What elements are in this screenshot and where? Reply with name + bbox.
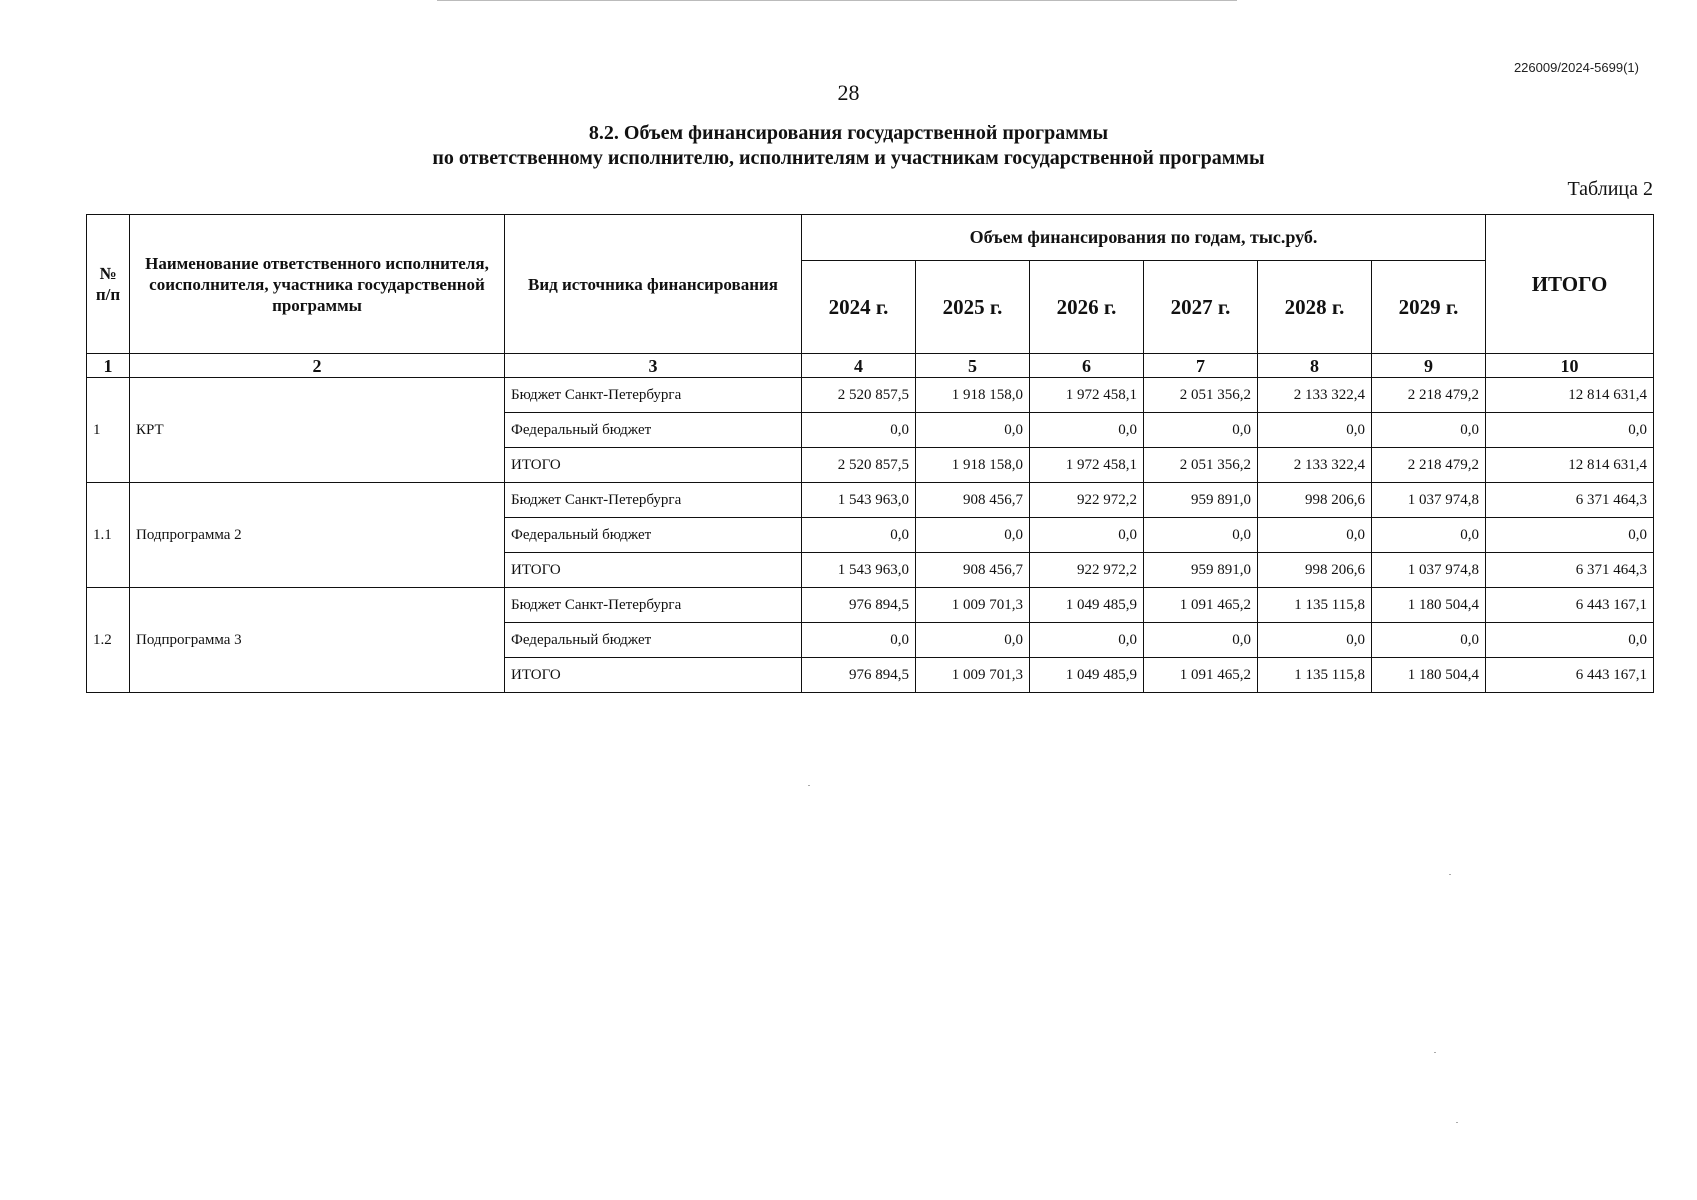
header-num: № п/п [87, 215, 130, 354]
table-row [87, 378, 1654, 413]
scan-speck [808, 785, 810, 786]
scan-top-edge [437, 0, 1237, 1]
year-value: 0,0 [1030, 623, 1144, 658]
column-number: 2 [130, 354, 505, 378]
section-title [0, 121, 1697, 171]
table-row [87, 483, 1654, 518]
row-total: 6 443 167,1 [1486, 658, 1654, 693]
year-value: 2 133 322,4 [1258, 378, 1372, 413]
title-line-1: 8.2. Объем финансирования государственной программы [588, 122, 1109, 144]
row-total: 0,0 [1486, 623, 1654, 658]
column-number: 8 [1258, 354, 1372, 378]
scan-speck [1456, 1122, 1458, 1123]
year-value: 908 456,7 [916, 483, 1030, 518]
year-value: 0,0 [1144, 413, 1258, 448]
year-value: 0,0 [1258, 413, 1372, 448]
page-number: 28 [837, 80, 860, 105]
year-value: 1 135 115,8 [1258, 658, 1372, 693]
header-year: 2029 г. [1372, 261, 1486, 354]
row-total: 12 814 631,4 [1486, 448, 1654, 483]
column-number: 10 [1486, 354, 1654, 378]
funding-source: Бюджет Санкт-Петербурга [505, 378, 802, 413]
year-value: 2 218 479,2 [1372, 378, 1486, 413]
column-number: 7 [1144, 354, 1258, 378]
column-number: 4 [802, 354, 916, 378]
participant-name: КРТ [130, 378, 505, 483]
year-value: 1 543 963,0 [802, 483, 916, 518]
funding-source: ИТОГО [505, 553, 802, 588]
column-number: 3 [505, 354, 802, 378]
header-source: Вид источника финансирования [505, 215, 802, 354]
year-value: 0,0 [1372, 518, 1486, 553]
year-value: 1 091 465,2 [1144, 658, 1258, 693]
header-year: 2024 г. [802, 261, 916, 354]
header-name: Наименование ответственного исполнителя, соисполнителя, участника государственной программы [130, 215, 505, 354]
year-value: 0,0 [1144, 623, 1258, 658]
year-value: 2 218 479,2 [1372, 448, 1486, 483]
financing-table [86, 214, 1654, 693]
row-index: 1.1 [87, 483, 130, 588]
year-value: 0,0 [802, 518, 916, 553]
year-value: 1 037 974,8 [1372, 483, 1486, 518]
header-total: ИТОГО [1486, 215, 1654, 354]
table-row [87, 588, 1654, 623]
row-total: 6 371 464,3 [1486, 483, 1654, 518]
title-line-2: по ответственному исполнителю, исполнителям и участникам государственной программы [432, 147, 1265, 169]
header-year: 2025 г. [916, 261, 1030, 354]
participant-name: Подпрограмма 2 [130, 483, 505, 588]
year-value: 908 456,7 [916, 553, 1030, 588]
year-value: 998 206,6 [1258, 553, 1372, 588]
row-total: 6 371 464,3 [1486, 553, 1654, 588]
funding-source: ИТОГО [505, 448, 802, 483]
year-value: 2 520 857,5 [802, 378, 916, 413]
year-value: 2 051 356,2 [1144, 448, 1258, 483]
year-value: 2 051 356,2 [1144, 378, 1258, 413]
year-value: 1 135 115,8 [1258, 588, 1372, 623]
funding-source: Федеральный бюджет [505, 413, 802, 448]
year-value: 959 891,0 [1144, 483, 1258, 518]
funding-source: ИТОГО [505, 658, 802, 693]
funding-source: Бюджет Санкт-Петербурга [505, 483, 802, 518]
year-value: 1 009 701,3 [916, 658, 1030, 693]
year-value: 998 206,6 [1258, 483, 1372, 518]
scan-speck [1434, 1052, 1436, 1053]
year-value: 0,0 [916, 518, 1030, 553]
row-index: 1 [87, 378, 130, 483]
year-value: 976 894,5 [802, 588, 916, 623]
year-value: 0,0 [1144, 518, 1258, 553]
year-value: 1 049 485,9 [1030, 588, 1144, 623]
scan-speck [1449, 874, 1451, 875]
header-funding-by-years: Объем финансирования по годам, тыс.руб. [802, 215, 1486, 261]
column-number: 6 [1030, 354, 1144, 378]
year-value: 0,0 [1372, 623, 1486, 658]
year-value: 922 972,2 [1030, 553, 1144, 588]
year-value: 0,0 [1258, 518, 1372, 553]
row-total: 12 814 631,4 [1486, 378, 1654, 413]
year-value: 1 180 504,4 [1372, 658, 1486, 693]
year-value: 1 037 974,8 [1372, 553, 1486, 588]
funding-source: Федеральный бюджет [505, 623, 802, 658]
header-year: 2027 г. [1144, 261, 1258, 354]
funding-source: Федеральный бюджет [505, 518, 802, 553]
year-value: 959 891,0 [1144, 553, 1258, 588]
year-value: 0,0 [1030, 413, 1144, 448]
row-index: 1.2 [87, 588, 130, 693]
year-value: 0,0 [1258, 623, 1372, 658]
row-total: 0,0 [1486, 413, 1654, 448]
year-value: 1 918 158,0 [916, 448, 1030, 483]
year-value: 2 133 322,4 [1258, 448, 1372, 483]
year-value: 0,0 [802, 413, 916, 448]
year-value: 0,0 [1030, 518, 1144, 553]
year-value: 0,0 [802, 623, 916, 658]
year-value: 922 972,2 [1030, 483, 1144, 518]
year-value: 1 180 504,4 [1372, 588, 1486, 623]
year-value: 1 049 485,9 [1030, 658, 1144, 693]
participant-name: Подпрограмма 3 [130, 588, 505, 693]
table-caption: Таблица 2 [1567, 178, 1653, 200]
header-year: 2026 г. [1030, 261, 1144, 354]
year-value: 1 543 963,0 [802, 553, 916, 588]
year-value: 1 091 465,2 [1144, 588, 1258, 623]
year-value: 976 894,5 [802, 658, 916, 693]
year-value: 0,0 [916, 413, 1030, 448]
column-number: 5 [916, 354, 1030, 378]
year-value: 1 918 158,0 [916, 378, 1030, 413]
year-value: 2 520 857,5 [802, 448, 916, 483]
document-id: 226009/2024-5699(1) [1513, 60, 1639, 75]
column-number: 1 [87, 354, 130, 378]
funding-source: Бюджет Санкт-Петербурга [505, 588, 802, 623]
year-value: 1 972 458,1 [1030, 448, 1144, 483]
year-value: 1 972 458,1 [1030, 378, 1144, 413]
row-total: 0,0 [1486, 518, 1654, 553]
year-value: 1 009 701,3 [916, 588, 1030, 623]
header-year: 2028 г. [1258, 261, 1372, 354]
row-total: 6 443 167,1 [1486, 588, 1654, 623]
column-number: 9 [1372, 354, 1486, 378]
year-value: 0,0 [916, 623, 1030, 658]
year-value: 0,0 [1372, 413, 1486, 448]
